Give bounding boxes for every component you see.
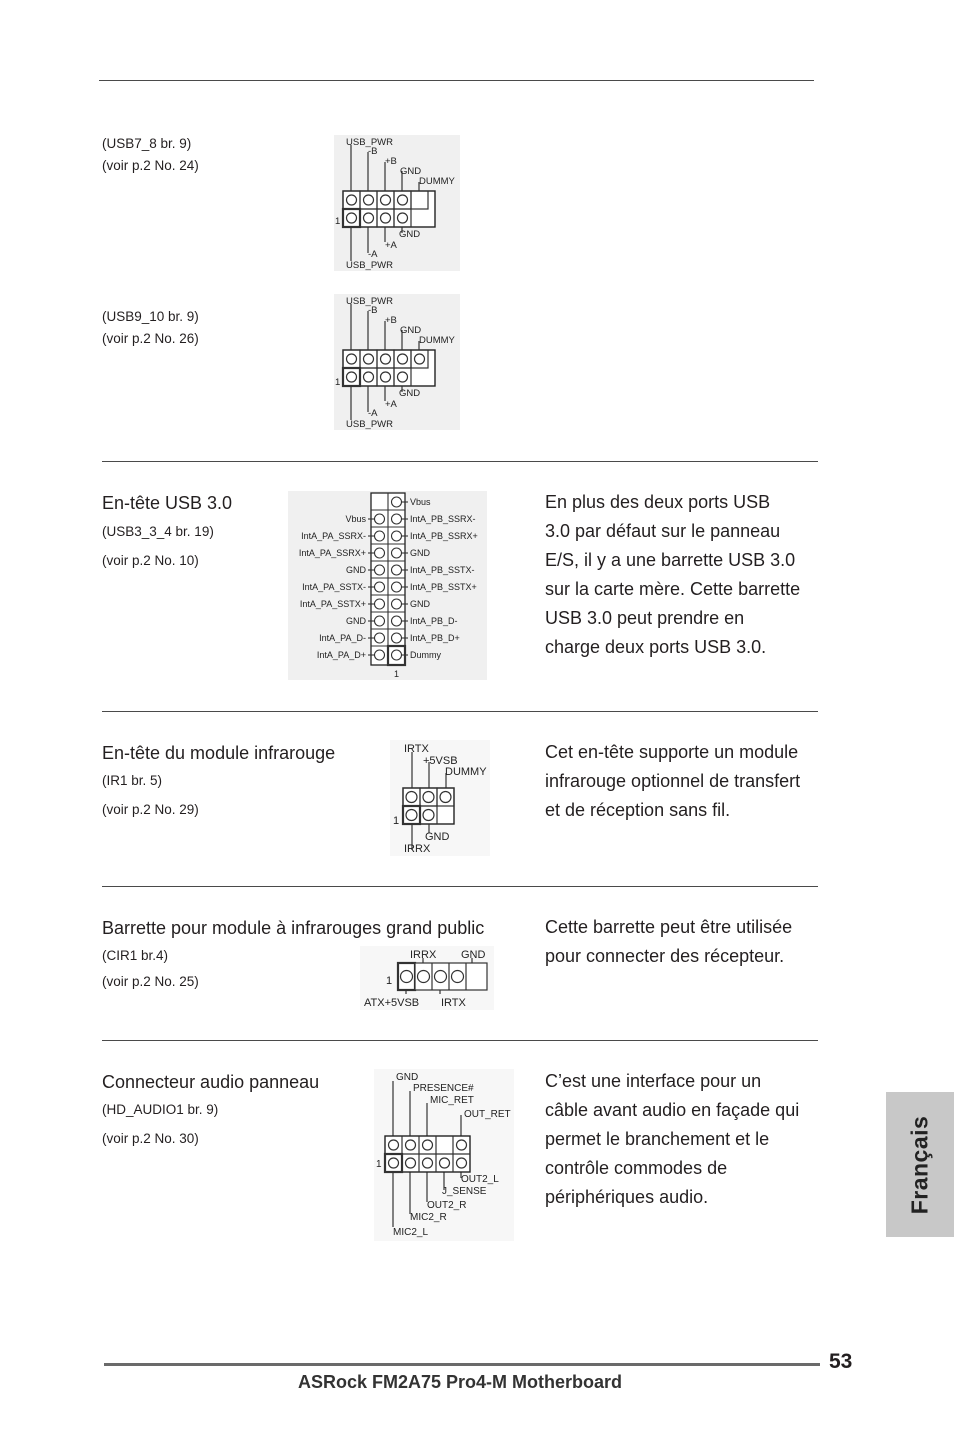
usb78-label-dummy: DUMMY [419,176,455,187]
language-tab-label: Français [906,1115,933,1214]
usb3-left-label: IntA_PA_D- [319,633,366,643]
usb3-description: En plus des deux ports USB 3.0 par défaut sur le panneau E/S, il y a une barrette USB 3.0 sur la carte mère. Cette barrette USB 3.0 peut prendre en charge deux ports USB 3.0. [545,492,801,657]
audio-label-j-sense: J_SENSE [442,1186,487,1197]
usb910-label-pwr-top: USB_PWR [346,296,393,307]
ir-ref: (IR1 br. 5) [102,773,163,788]
usb910-label-gnd-top: GND [400,325,422,336]
usb78-label-plus-a: +A [385,240,397,251]
footer-title: ASRock FM2A75 Pro4-M Motherboard [298,1372,623,1392]
usb910-label-dummy: DUMMY [419,335,455,346]
usb3-left-label: IntA_PA_SSRX- [301,531,366,541]
usb78-label-gnd-bottom: GND [399,229,421,240]
ir-label-gnd: GND [425,831,450,843]
ir-see: (voir p.2 No. 29) [102,802,199,817]
cir-label-irtx: IRTX [441,997,466,1009]
usb3-right-label: Vbus [410,497,431,507]
usb3-right-label: IntA_PB_SSTX+ [410,582,477,592]
usb78-see: (voir p.2 No. 24) [102,158,199,173]
usb3-right-label: IntA_PB_D- [410,616,458,626]
cir-title: Barrette pour module à infrarouges grand public [102,918,485,938]
audio-description: C’est une interface pour un câble avant audio en façade qui permet le branchement et le contrôle commodes de périphériques audio. [545,1071,800,1207]
divider [102,711,818,712]
audio-label-out-ret: OUT_RET [464,1109,511,1120]
audio-label-mic2-l: MIC2_L [393,1227,429,1238]
cir-pin-diagram [360,946,494,1010]
usb910-label-pwr-bottom: USB_PWR [346,419,393,430]
usb910-label-plus-b: +B [385,315,397,326]
usb78-label-plus-b: +B [385,156,397,167]
usb78-label-gnd-top: GND [400,166,422,177]
audio-label-out2-l: OUT2_L [461,1174,499,1185]
usb3-ref: (USB3_3_4 br. 19) [102,524,214,539]
ir-title: En-tête du module infrarouge [102,743,336,763]
usb3-left-label: GND [346,616,366,626]
audio-label-pin1: 1 [376,1159,382,1170]
ir-description: Cet en-tête supporte un module infrarouge optionnel de transfert et de réception sans fil. [545,742,801,820]
audio-label-mic2-r: MIC2_R [410,1212,447,1223]
usb78-pin-diagram [334,135,460,271]
divider [102,886,818,887]
usb3-pin1-label: 1 [394,669,400,679]
ir-pin-diagram [390,740,490,856]
audio-title: Connecteur audio panneau [102,1072,320,1092]
usb910-ref: (USB9_10 br. 9) [102,309,199,324]
usb3-title: En-tête USB 3.0 [102,493,233,513]
audio-ref: (HD_AUDIO1 br. 9) [102,1102,219,1117]
usb3-left-label: IntA_PA_D+ [316,650,366,660]
usb3-see: (voir p.2 No. 10) [102,553,199,568]
usb78-label-pwr-top: USB_PWR [346,137,393,148]
divider [102,1040,818,1041]
usb78-ref: (USB7_8 br. 9) [102,136,192,151]
usb3-left-label: IntA_PA_SSTX- [302,582,366,592]
audio-label-mic-ret: MIC_RET [430,1095,474,1106]
usb3-right-label: IntA_PB_SSRX- [410,514,476,524]
cir-ref: (CIR1 br.4) [102,948,169,963]
divider [102,461,818,462]
usb78-label-minus-a: -A [368,249,378,260]
ir-label-5vsb: +5VSB [423,755,458,767]
audio-pin-diagram [374,1069,514,1241]
cir-label-gnd: GND [461,949,486,961]
usb910-label-minus-b: -B [368,305,378,316]
usb3-left-label: Vbus [345,514,366,524]
audio-label-out2-r: OUT2_R [427,1200,467,1211]
usb3-right-label: IntA_PB_SSTX- [410,565,475,575]
usb910-see: (voir p.2 No. 26) [102,331,199,346]
ir-label-dummy: DUMMY [445,766,487,778]
usb3-pin-diagram [288,491,487,680]
usb78-label-minus-b: -B [368,146,378,157]
usb78-label-pwr-bottom: USB_PWR [346,260,393,271]
cir-label-irrx: IRRX [410,949,437,961]
audio-label-gnd: GND [396,1072,419,1083]
usb910-pin-diagram [334,294,460,430]
usb3-right-label: IntA_PB_D+ [410,633,460,643]
usb3-right-label: GND [410,599,430,609]
usb3-right-label: IntA_PB_SSRX+ [410,531,478,541]
footer-rule [104,1363,820,1366]
usb910-label-gnd-bottom: GND [399,388,421,399]
language-tab [886,1092,954,1237]
cir-description: Cette barrette peut être utilisée pour connecter des récepteur. [545,917,793,966]
usb78-label-pin1: 1 [335,216,341,227]
usb910-label-pin1: 1 [335,377,341,388]
usb3-left-label: GND [346,565,366,575]
cir-label-atx5vsb: ATX+5VSB [364,997,420,1009]
cir-label-pin1: 1 [386,975,393,987]
usb3-left-label: IntA_PA_SSTX+ [299,599,366,609]
audio-label-presence: PRESENCE# [413,1083,474,1094]
usb910-label-plus-a: +A [385,399,397,410]
ir-label-irtx: IRTX [404,743,429,755]
usb910-label-minus-a: -A [368,408,378,419]
page-number: 53 [829,1350,853,1373]
usb3-right-label: GND [410,548,430,558]
usb3-left-label: IntA_PA_SSRX+ [298,548,366,558]
usb3-right-label: Dummy [410,650,441,660]
ir-label-pin1: 1 [393,815,400,827]
cir-see: (voir p.2 No. 25) [102,974,199,989]
ir-label-irrx: IRRX [404,843,431,855]
audio-see: (voir p.2 No. 30) [102,1131,199,1146]
top-rule [99,80,814,81]
